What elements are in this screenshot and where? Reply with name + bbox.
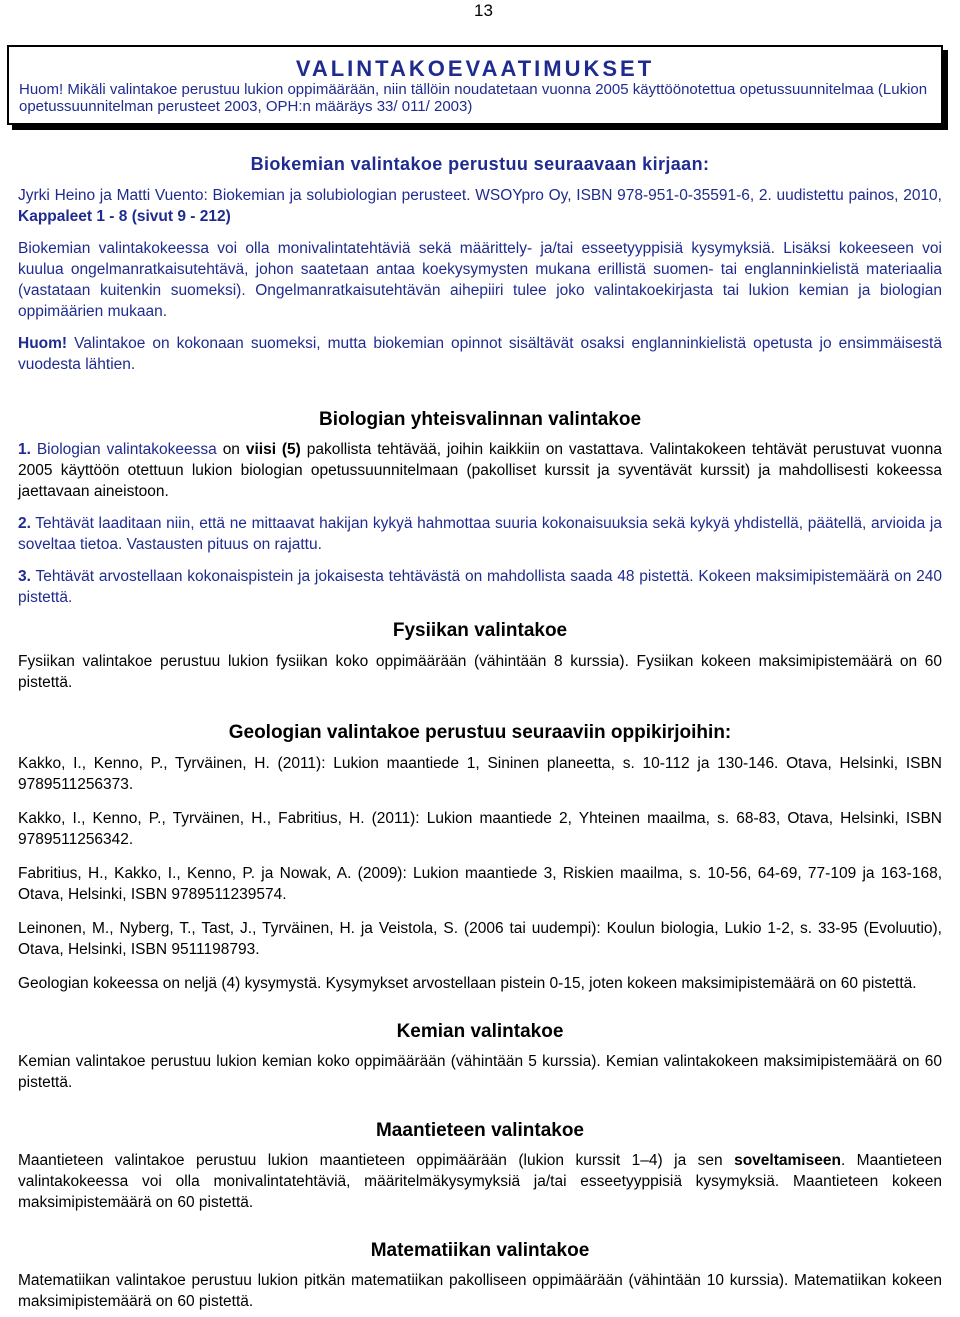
biology-item-3	[18, 566, 942, 608]
biology-item-1	[18, 439, 942, 502]
biology-item-2-text: Tehtävät laaditaan niin, että ne mittaavat hakijan kykyä hahmottaa suuria kokonaisuuksia sekä kykyä yhdistellä, päätellä, arvioida ja soveltaa tietoa. Vastausten pituus on rajattu.	[18, 515, 942, 553]
requirements-header-box	[7, 45, 943, 125]
biochemistry-book	[18, 185, 942, 227]
geology-reference: Leinonen, M., Nyberg, T., Tast, J., Tyrväinen, H. ja Veistola, S. (2006 tai uudempi): Koulun biologia, Lukio 1-2, s. 33-95 (Evoluutio), Otava, Helsinki, ISBN 9511198793.	[18, 920, 942, 958]
geography-text	[18, 1150, 942, 1213]
biology-item-1-text-a: Biologian valintakokeessa	[30, 441, 223, 458]
biology-item-1-text-d: Valintakokeen tehtävät perustuvat vuonna 2005 käyttöön otettuun lukion biologian opetussuunnitelmaan (pakolliset kurssit ja syventävät kurssit) ja mahdollisesti kokeessa jaettavaan aineistoon.	[18, 441, 942, 500]
biology-item-1-text-c: pakollista tehtävää, joihin kaikkiin on vastattava.	[300, 441, 644, 458]
biology-item-1-on: on	[222, 441, 240, 458]
geography-text-b: . Maantieteen valintakokeessa voi olla monivalintatehtäviä, määritelmäkysymyksiä ja/tai esseetyyppisiä kysymyksiä. Maantieteen kokeen maksimipistemäärä on 60 pistettä.	[18, 1152, 942, 1211]
biochemistry-title: Biokemian valintakoe perustuu seuraavaan kirjaan:	[250, 154, 710, 174]
biology-item-1-number: 1.	[18, 441, 31, 458]
mathematics-title: Matematiikan valintakoe	[370, 1240, 590, 1261]
physics-text: Fysiikan valintakoe perustuu lukion fysiikan koko oppimäärään (vähintään 8 kurssia). Fysiikan kokeen maksimipistemäärä on 60 pistettä.	[18, 653, 942, 691]
geology-reference: Kakko, I., Kenno, P., Tyrväinen, H. (2011): Lukion maantiede 1, Sininen planeetta, s. 10-112 ja 130-146. Otava, Helsinki, ISBN 9789511256373.	[18, 755, 942, 793]
biochemistry-note	[18, 333, 942, 375]
geology-title: Geologian valintakoe perustuu seuraaviin oppikirjoihin:	[228, 722, 732, 743]
biochemistry-book-text: Jyrki Heino ja Matti Vuento: Biokemian ja solubiologian perusteet. WSOYpro Oy, ISBN 978-951-0-35591-6, 2. uudistettu painos, 2010,	[18, 187, 942, 204]
geology-reference-list	[18, 753, 942, 960]
geology-reference: Kakko, I., Kenno, P., Tyrväinen, H., Fabritius, H. (2011): Lukion maantiede 2, Yhteinen maailma, s. 68-83, Otava, Helsinki, ISBN 9789511256342.	[18, 810, 942, 848]
biology-title: Biologian yhteisvalinnan valintakoe	[318, 409, 642, 430]
chemistry-text: Kemian valintakoe perustuu lukion kemian koko oppimäärään (vähintään 5 kurssia). Kemian valintakokeen maksimipistemäärä on 60 pistettä.	[18, 1053, 942, 1091]
geography-title: Maantieteen valintakoe	[375, 1120, 585, 1141]
biochemistry-note-text: Valintakoe on kokonaan suomeksi, mutta biokemian opinnot sisältävät osaksi englanninkielistä opetusta jo ensimmäisestä vuodesta lähtien.	[18, 335, 942, 373]
chemistry-title: Kemian valintakoe	[396, 1021, 564, 1042]
physics-title: Fysiikan valintakoe	[392, 620, 568, 641]
geology-text: Geologian kokeessa on neljä (4) kysymystä. Kysymykset arvostellaan pistein 0-15, joten kokeen maksimipistemäärä on 60 pistettä.	[18, 975, 917, 992]
biology-item-3-text: Tehtävät arvostellaan kokonaispistein ja jokaisesta tehtävästä on mahdollista saada 48 pistettä. Kokeen maksimipistemäärä on 240 pistettä.	[18, 568, 942, 606]
header-note: Huom! Mikäli valintakoe perustuu lukion oppimäärään, niin tällöin noudatetaan vuonna 2005 käyttöönotettua opetussuunnitelmaa (Lukion opetussuunnitelman perusteet 2003, OPH:n määräys 33/ 011/ 2003)	[19, 81, 928, 115]
biology-item-2-number: 2.	[18, 515, 31, 532]
biochemistry-exam-description: Biokemian valintakokeessa voi olla monivalintatehtäviä sekä määrittely- ja/tai esseetyyppisiä kysymyksiä. Lisäksi kokeeseen voi kuulua ongelmanratkaisutehtävä, johon saatetaan antaa koekysymysten mukana erillistä suomen- tai englanninkielistä materiaalia (vastataan kuitenkin suomeksi). Ongelmanratkaisutehtävän aihepiiri tulee joko valintakoekirjasta tai lukion kemian ja biologian oppimäärien mukaan.	[18, 240, 942, 320]
geography-text-bold: soveltamiseen	[734, 1152, 841, 1169]
page-content	[18, 152, 942, 1312]
page-number: 13	[474, 1, 493, 20]
biochemistry-note-label: Huom!	[18, 335, 68, 352]
geology-reference: Fabritius, H., Kakko, I., Kenno, P. ja Nowak, A. (2009): Lukion maantiede 3, Riskien maailma, s. 10-56, 64-69, 77-109 ja 163-168, Otava, Helsinki, ISBN 9789511239574.	[18, 865, 942, 903]
geography-text-a: Maantieteen valintakoe perustuu lukion maantieteen oppimäärään (lukion kurssit 1–4) ja sen	[18, 1152, 735, 1169]
biology-item-3-number: 3.	[18, 568, 31, 585]
biochemistry-book-chapters: Kappaleet 1 - 8 (sivut 9 - 212)	[18, 208, 231, 225]
header-title: VALINTAKOEVAATIMUKSET	[295, 56, 655, 81]
mathematics-text: Matematiikan valintakoe perustuu lukion pitkän matematiikan pakolliseen oppimäärään (vähintään 10 kurssia). Matematiikan kokeen maksimipistemäärä on 60 pistettä.	[18, 1272, 942, 1310]
biology-task-count: viisi (5)	[245, 441, 301, 458]
biology-item-2	[18, 513, 942, 555]
